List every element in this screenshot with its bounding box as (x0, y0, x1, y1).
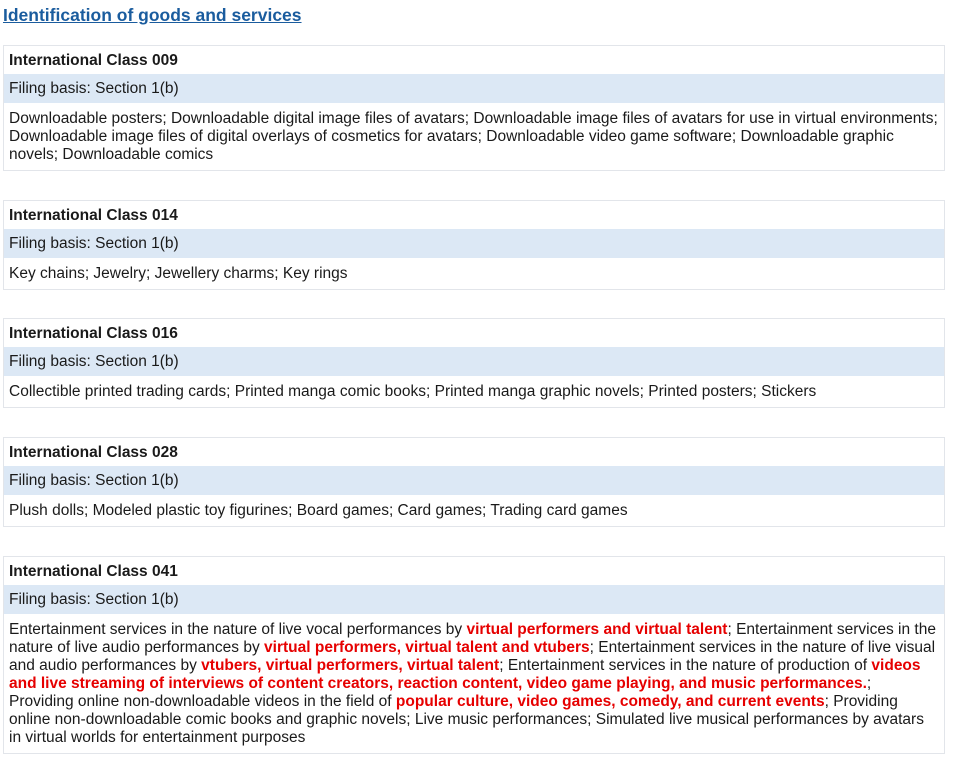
description-text: Entertainment services in the nature of live vocal performances by (9, 621, 467, 638)
highlighted-text: virtual performers and virtual talent (466, 621, 728, 638)
highlighted-text: virtual performers, virtual talent and vtubers (264, 639, 590, 656)
highlighted-text: popular culture, video games, comedy, and current events (395, 693, 825, 710)
class-box-014 (3, 200, 945, 290)
class-header: International Class 009 (9, 52, 178, 69)
filing-basis: Filing basis: Section 1(b) (4, 229, 944, 258)
description-text: ; Providing online non-downloadable comic books and graphic novels; Live music performances; Simulated live musical performances by avatars in virtual worlds for entertainment purposes (9, 693, 924, 746)
description-text: ; Entertainment services in the nature of production of (499, 657, 872, 674)
class-header: International Class 041 (9, 563, 178, 580)
filing-basis: Filing basis: Section 1(b) (4, 74, 944, 103)
highlighted-text: videos and live streaming of interviews of content creators, reaction content, video game playing, and music performances. (9, 657, 921, 692)
filing-basis: Filing basis: Section 1(b) (4, 347, 944, 376)
services-description (4, 614, 944, 753)
class-header: International Class 028 (9, 444, 178, 461)
highlighted-text: vtubers, virtual performers, virtual talent (201, 657, 500, 674)
class-box-028 (3, 437, 945, 527)
goods-description: Key chains; Jewelry; Jewellery charms; Key rings (9, 265, 348, 282)
class-header: International Class 014 (9, 207, 178, 224)
goods-description: Downloadable posters; Downloadable digital image files of avatars; Downloadable image files of avatars for use in virtual environments; Downloadable image files of digital overlays of cosmetics for avatars; Downloadable video game software; Downloadable graphic novels; Downloadable comics (9, 110, 938, 163)
description-text: ; Entertainment services in the nature of live visual and audio performances by (9, 639, 936, 674)
description-text: ; Entertainment services in the nature of live audio performances by (9, 621, 936, 656)
class-box-009 (3, 45, 945, 171)
goods-description: Plush dolls; Modeled plastic toy figurines; Board games; Card games; Trading card games (9, 502, 628, 519)
filing-basis: Filing basis: Section 1(b) (4, 585, 944, 614)
description-text: ; Providing online non-downloadable videos in the field of (9, 675, 872, 710)
page-title-link[interactable]: Identification of goods and services (3, 5, 302, 25)
goods-description: Collectible printed trading cards; Printed manga comic books; Printed manga graphic novels; Printed posters; Stickers (9, 383, 817, 400)
class-box-041 (3, 556, 945, 754)
class-box-016 (3, 318, 945, 408)
class-header: International Class 016 (9, 325, 178, 342)
filing-basis: Filing basis: Section 1(b) (4, 466, 944, 495)
